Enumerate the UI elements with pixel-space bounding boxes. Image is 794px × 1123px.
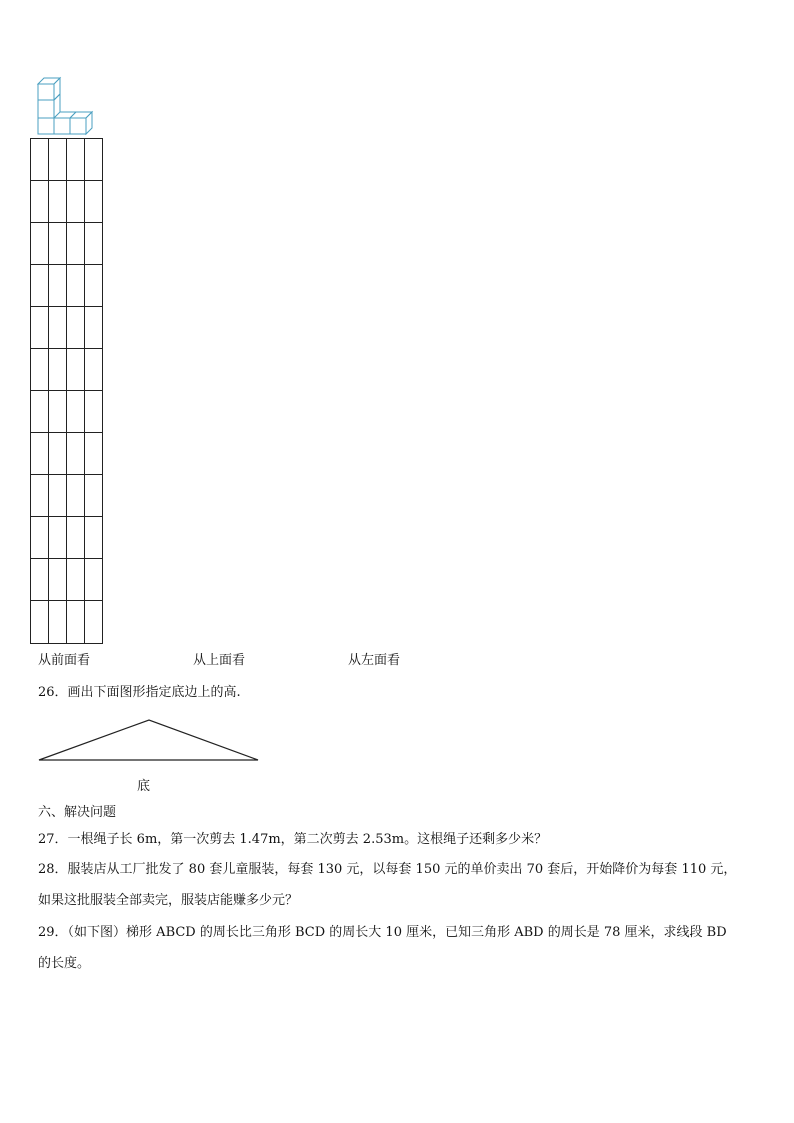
section-title: 六、解决问题 [38,805,117,820]
question-29-line-1: 29．（如下图）梯形 ABCD 的周长比三角形 BCD 的周长大 10 厘米，已知三角形 ABD 的周长是 78 厘米，求线段 BD [38,925,727,940]
top-view-label: 从上面看 [193,653,246,668]
triangle-figure[interactable] [36,716,262,764]
question-26: 26．画出下面图形指定底边上的高. [38,685,241,700]
left-view-label: 从左面看 [348,653,401,668]
cube-stack-figure [36,74,100,138]
question-27: 27．一根绳子长 6m，第一次剪去 1.47m，第二次剪去 2.53m。这根绳子还剩多少米？ [38,832,548,847]
question-28-line-2: 如果这批服装全部卖完，服装店能赚多少元？ [38,893,299,908]
question-28-line-1: 28．服装店从工厂批发了 80 套儿童服装，每套 130 元，以每套 150 元的单价卖出 70 套后，开始降价为每套 110 元， [38,862,737,877]
drawing-grid[interactable] [30,138,104,645]
base-label: 底 [137,779,151,794]
question-29-line-2: 的长度。 [38,956,91,971]
front-view-label: 从前面看 [38,653,91,668]
